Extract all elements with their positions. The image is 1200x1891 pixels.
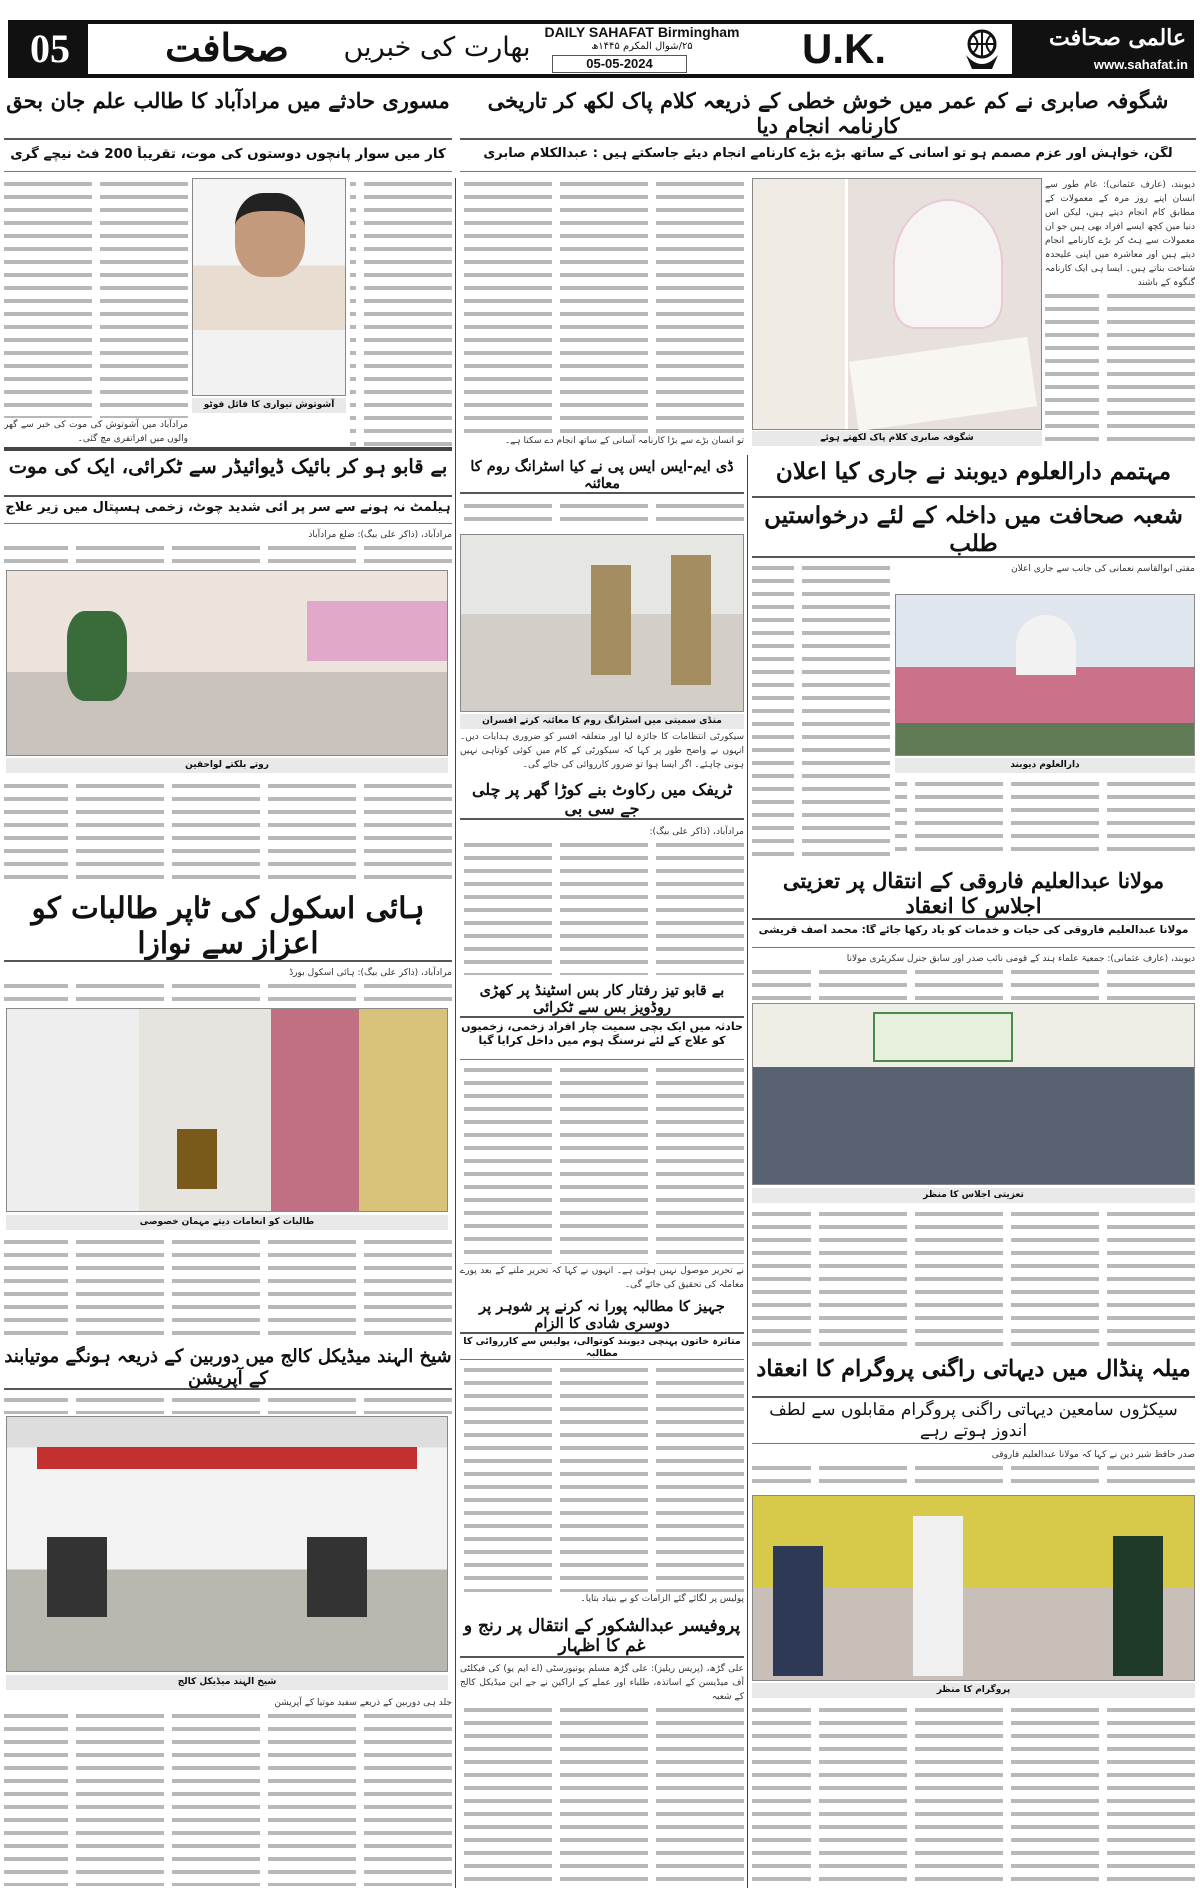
article-text: مرادآباد میں آشوتوش کی موت کی خبر سے گھر والوں میں افراتفری مچ گئی۔	[4, 420, 188, 444]
caption: طالبات کو انعامات دیتے مہمان خصوصی	[6, 1215, 448, 1230]
daily-sahafat-label: DAILY SAHAFAT Birmingham	[544, 24, 740, 40]
photo-shagufta-writing	[752, 178, 1042, 430]
headline-dowry: جہیز کا مطالبہ پورا نہ کرنے پر شوہر پر دوسری شادی کا الزام	[460, 1298, 744, 1334]
article-body	[1045, 178, 1195, 448]
article-body	[460, 1364, 744, 1606]
caption: شگوفہ صابری کلام پاک لکھتے ہوئے	[752, 431, 1042, 446]
article-body	[895, 778, 1195, 858]
text-lines	[752, 1704, 1195, 1886]
article-body	[460, 825, 744, 975]
headline-journalism-admission: شعبہ صحافت میں داخلہ کے لئے درخواستیں طلب	[752, 502, 1195, 558]
text-lines	[4, 178, 188, 418]
article-body	[752, 1208, 1195, 1350]
headline-farooqui: مولانا عبدالعلیم فاروقی کے انتقال پر تعزیتی اجلاس کا انعقاد	[752, 868, 1195, 920]
subhead-mela: سیکڑوں سامعین دیہاتی راگنی پروگرام مقابلوں سے لطف اندوز ہوتے رہے	[752, 1400, 1195, 1444]
article-text: علی گڑھ، (پریس ریلیز): علی گڑھ مسلم یونیورسٹی (اے ایم یو) کی فیکلٹی آف میڈیسن کے اساتذہ، طلباء اور عملے کے اراکین نے جے این میڈیکل کالج کے شعبہ	[460, 1664, 744, 1702]
headline-deoband: مہتمم دارالعلوم دیوبند نے جاری کیا اعلان	[752, 458, 1195, 498]
issue-date: 05-05-2024	[552, 55, 687, 73]
subhead-dowry: متاثرہ خاتون پہنچی دیوبند کوتوالی، پولیس سے کارروائی کا مطالبہ	[460, 1336, 744, 1360]
text-lines	[4, 1710, 452, 1886]
caption: شیخ الہند میڈیکل کالج	[6, 1675, 448, 1690]
article-text: مرادآباد، (ذاکر علی بیگ): ضلع مرادآباد	[308, 530, 452, 540]
masthead	[8, 20, 1194, 78]
photo-ragini-program	[752, 1495, 1195, 1681]
text-lines	[350, 178, 452, 446]
article-body	[4, 1236, 452, 1340]
article-body	[4, 966, 452, 1006]
article-body	[752, 952, 1195, 1000]
headline-mussoorie: مسوری حادثے میں مرادآباد کا طالب علم جان بحق	[4, 88, 452, 140]
article-body	[350, 178, 452, 446]
article-text: پولیس پر لگائے گئے الزامات کو بے بنیاد بتایا۔	[580, 1594, 744, 1604]
text-lines	[4, 1236, 452, 1340]
text-lines	[460, 1364, 744, 1592]
article-text: مفتی ابوالقاسم نعمانی کی جانب سے جاری اعلان	[1011, 564, 1195, 574]
subhead-bike: ہیلمٹ نہ ہونے سے سر پر آئی شدید چوٹ، زخمی ہسپتال میں زیر علاج	[4, 500, 452, 524]
hijri-date: ۲۵/شوال المکرم ۱۴۴۵ھ	[591, 41, 693, 52]
section-title: بھارت کی خبریں	[343, 32, 531, 63]
page-number: 05	[12, 24, 88, 74]
subhead-mussoorie: کار میں سوار پانچوں دوستوں کی موت، تقریباً 200 فٹ نیچے گری	[4, 146, 452, 172]
caption: آشوتوش تیواری کا فائل فوٹو	[192, 398, 346, 413]
headline-shagufta: شگوفہ صابری نے کم عمر میں خوش خطی کے ذریعہ کلام پاک لکھ کر تاریخی کارنامہ انجام دیا	[460, 88, 1196, 140]
photo-condolence-meeting	[752, 1003, 1195, 1185]
headline-medical-college: شیخ الہند میڈیکل کالج میں دوربین کے ذریعہ ہونگے موتیابند کے آپریشن	[4, 1346, 452, 1389]
article-text: نے تحریر موصول نہیں ہوئی ہے۔ انہوں نے کہا کہ تحریر ملنے کے بعد پورے معاملہ کی تحقیق کی جائے گی۔	[460, 1266, 744, 1290]
article-body	[460, 730, 744, 776]
photo-medical-college-gate	[6, 1416, 448, 1672]
caption: روتے بلکتے لواحقین	[6, 758, 448, 773]
subhead-shagufta: لگن، خواہش اور عزم مصمم ہو تو آسانی کے ساتھ بڑے بڑے کارنامے انجام دیئے جاسکتے ہیں : عبدالکلام صابری	[460, 146, 1196, 172]
brand-name: عالمی صحافت	[1049, 25, 1186, 51]
article-text: مرادآباد، (ذاکر علی بیگ):	[649, 827, 744, 837]
newspaper-logo: صحافت	[165, 26, 289, 70]
caption: دارالعلوم دیوبند	[895, 758, 1195, 773]
headline-school: ہائی اسکول کی ٹاپر طالبات کو اعزاز سے نوازا	[4, 890, 452, 962]
text-lines	[752, 1208, 1195, 1350]
column-divider	[455, 178, 456, 1888]
text-lines	[1045, 290, 1195, 448]
headline-mela: میلہ پنڈال میں دیہاتی راگنی پروگرام کا انعقاد	[752, 1356, 1195, 1398]
article-body	[4, 780, 452, 880]
divider	[4, 447, 452, 451]
text-lines	[4, 980, 452, 1006]
article-body	[4, 1696, 452, 1886]
text-lines	[752, 1462, 1195, 1492]
caption: پروگرام کا منظر	[752, 1683, 1195, 1698]
article-text: دیوبند، (عارف عثمانی): جمعیۃ علماء ہند کے قومی نائب صدر اور سابق جنرل سکریٹری مولانا	[846, 954, 1195, 964]
article-body	[752, 1704, 1195, 1886]
column-divider	[747, 455, 748, 1888]
text-lines	[460, 1064, 744, 1264]
article-body	[752, 562, 890, 858]
article-body	[4, 1394, 452, 1414]
headline-bike: بے قابو ہو کر بائیک ڈیوائیڈر سے ٹکرائی، ایک کی موت	[4, 455, 452, 497]
text-lines	[460, 839, 744, 975]
website-link[interactable]: www.sahafat.in	[1093, 57, 1188, 72]
article-body	[752, 1448, 1195, 1492]
headline-dm-inspection: ڈی ایم-ایس ایس پی نے کیا اسٹرانگ روم کا معائنہ	[460, 458, 744, 494]
article-text: مرادآباد، (ذاکر علی بیگ): ہائی اسکول بورڈ	[289, 968, 452, 978]
article-body	[895, 562, 1195, 592]
globe-icon	[960, 27, 1004, 71]
photo-darul-uloom	[895, 594, 1195, 756]
headline-professor: پروفیسر عبدالشکور کے انتقال پر رنج و غم کا اظہار	[460, 1616, 744, 1658]
article-body	[460, 1662, 744, 1886]
article-body	[4, 178, 188, 446]
article-body	[460, 178, 744, 448]
text-lines	[460, 1704, 744, 1886]
subhead-farooqui: مولانا عبدالعلیم فاروقی کی حیات و خدمات کو یاد رکھا جائے گا: محمد آصف قریشی	[752, 924, 1195, 948]
article-text: جلد ہی دوربین کے ذریعے سفید موتیا کے آپریشن	[274, 1698, 452, 1708]
photo-school-award	[6, 1008, 448, 1212]
article-body	[4, 528, 452, 566]
text-lines	[4, 780, 452, 880]
photo-bike-accident	[6, 570, 448, 756]
article-body	[460, 1064, 744, 1292]
article-text: دیوبند، (عارف عثمانی): عام طور سے انسان اپنے روز مرہ کے معمولات کے مطابق کام انجام دیتے ہیں، لیکن اس دنیا میں کچھ ایسے افراد بھی ہیں جو ان معمولات سے ہٹ کر بڑے کارنامے انجام دیتے ہیں اور معاشرہ میں اپنی علیحدہ شناخت بناتے ہیں۔ ایسا ہی ایک کارنامہ گنگوہ کے باشند	[1045, 180, 1195, 288]
caption: منڈی سمیتی میں اسٹرانگ روم کا معائنہ کرتے افسران	[460, 714, 744, 729]
photo-strong-room	[460, 534, 744, 712]
edition-label: U.K.	[802, 25, 886, 72]
photo-ashutosh	[192, 178, 346, 396]
text-lines	[752, 966, 1195, 1000]
caption: تعزیتی اجلاس کا منظر	[752, 1188, 1195, 1203]
text-lines	[460, 178, 744, 434]
text-lines	[4, 542, 452, 566]
text-lines	[460, 500, 744, 530]
text-lines	[752, 562, 890, 858]
text-lines	[4, 1394, 452, 1414]
article-text: صدر حافظ شیر دین نے کہا کہ مولانا عبدالعلیم فاروقی	[991, 1450, 1195, 1460]
article-body	[460, 500, 744, 530]
subhead-bus: حادثہ میں ایک بچی سمیت چار افراد زخمی، زخمیوں کو علاج کے لئے نرسنگ ہوم میں داخل کرایا گیا	[460, 1020, 744, 1060]
article-text: تو انسان بڑے سے بڑا کارنامہ آسانی کے ساتھ انجام دے سکتا ہے۔	[504, 436, 744, 446]
headline-bus: بے قابو تیز رفتار کار بس اسٹینڈ پر کھڑی روڈویز بس سے ٹکرائی	[460, 982, 744, 1018]
text-lines	[895, 778, 1195, 858]
brand-panel	[1012, 24, 1194, 74]
headline-traffic: ٹریفک میں رکاوٹ بنے کوڑا گھر پر چلی جے سی بی	[460, 780, 744, 820]
article-text: سیکورٹی انتظامات کا جائزہ لیا اور متعلقہ افسر کو ضروری ہدایات دیں۔ انہوں نے واضح طور پر کہا کہ سیکورٹی کے کام میں کوئی کوتاہی نہیں ہونی چاہئے۔ اگر ایسا ہوا تو ضرور کارروائی کی جائے گی۔	[460, 732, 744, 770]
